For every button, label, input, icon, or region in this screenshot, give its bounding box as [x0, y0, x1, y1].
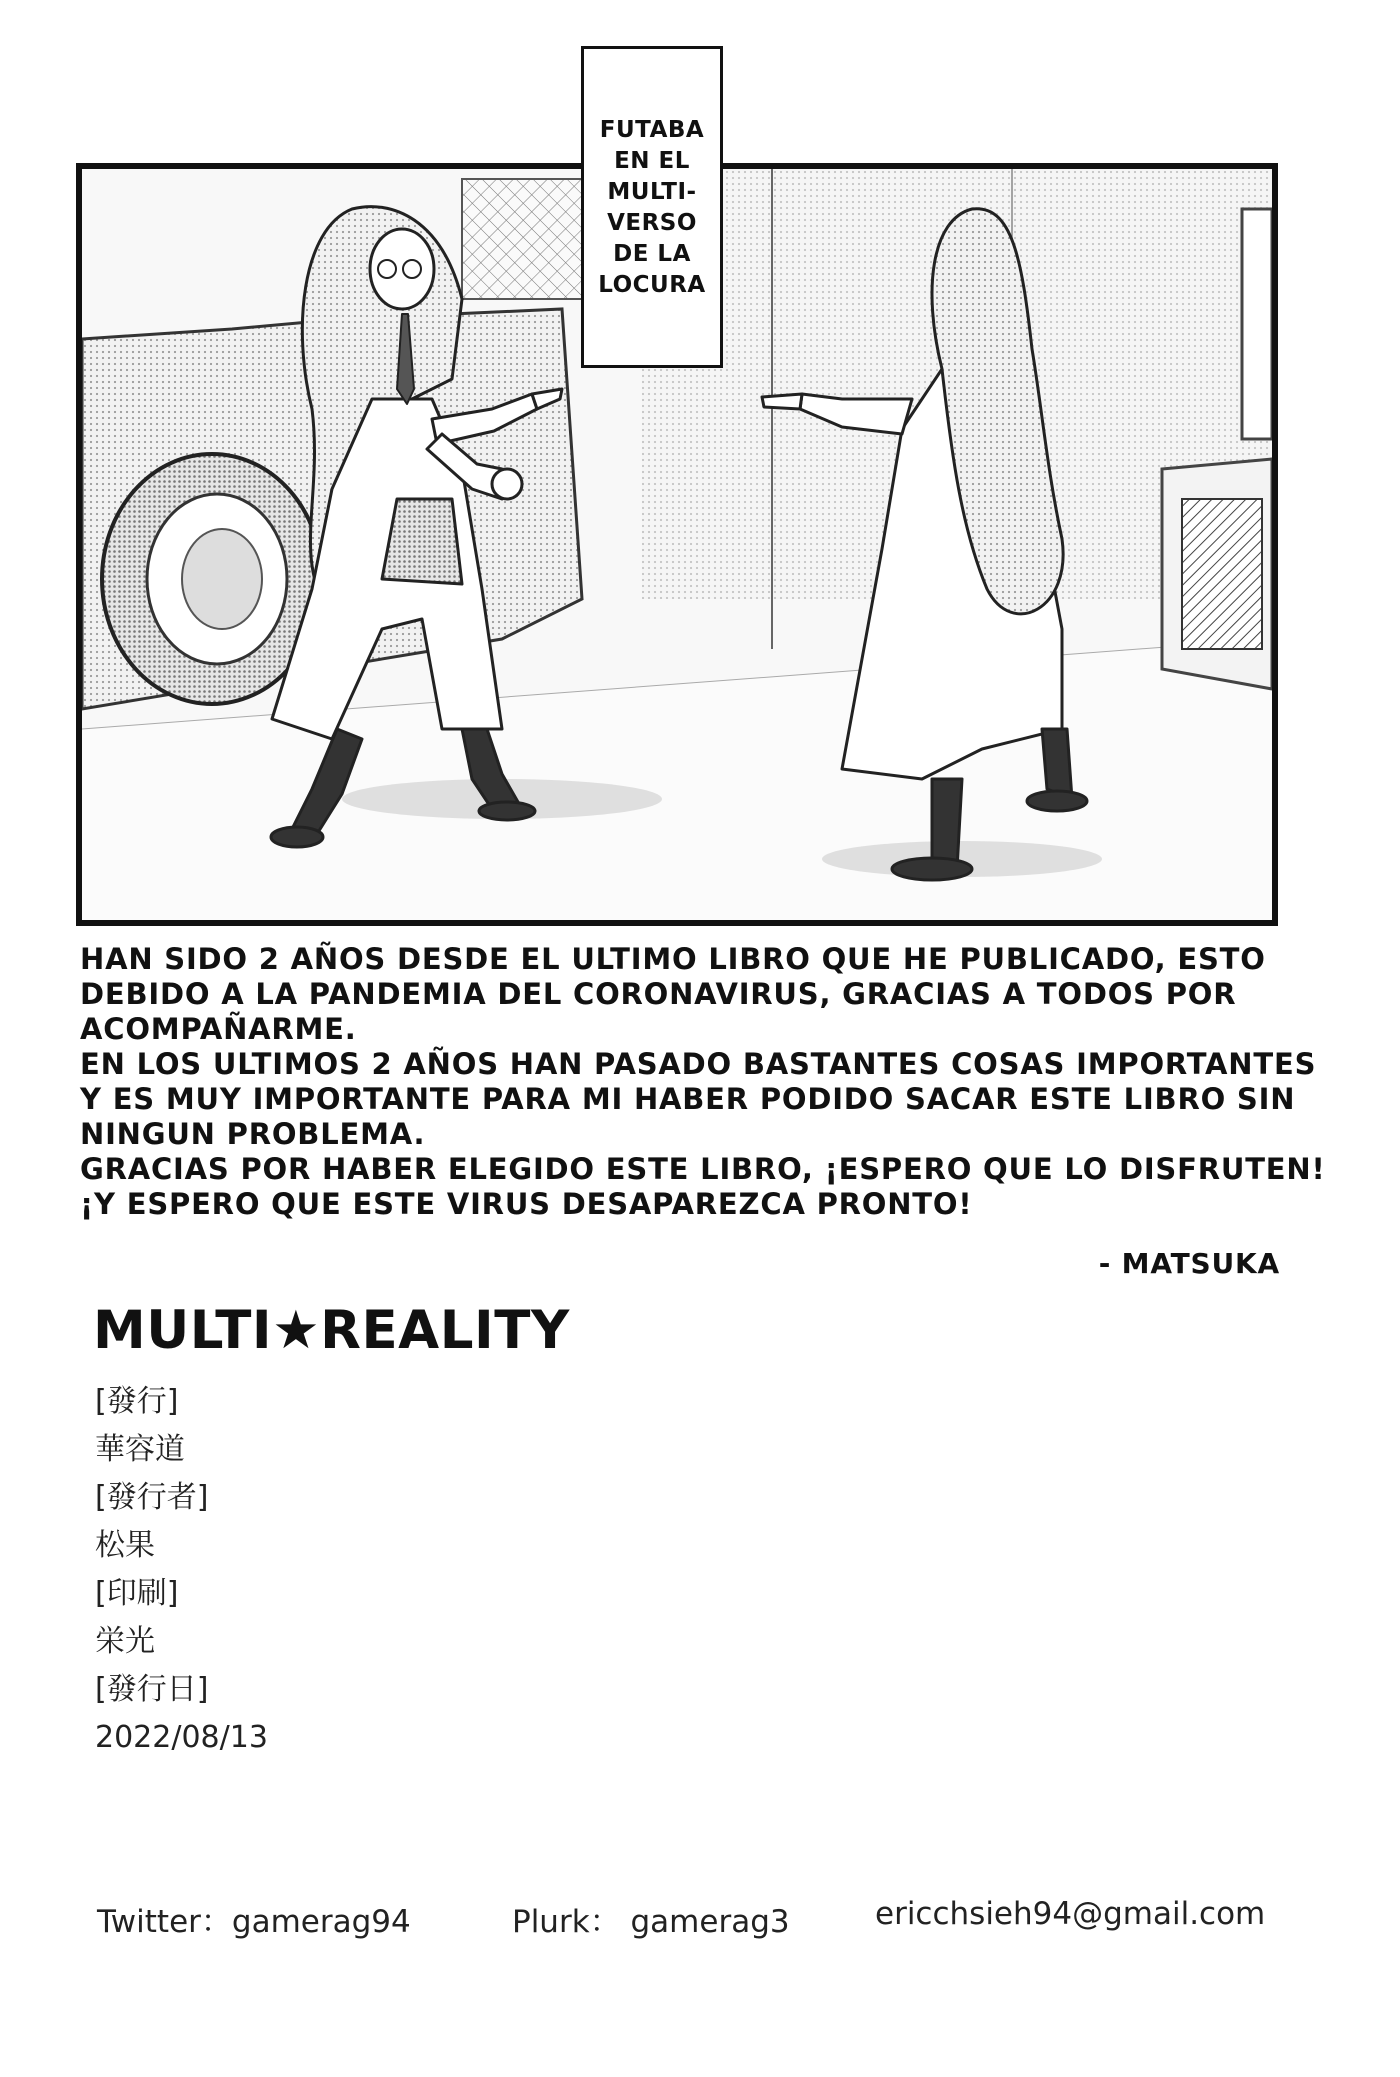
author-signature: - MATSUKA [1098, 1247, 1280, 1280]
publisher-label: [發行] [95, 1384, 179, 1419]
afterword-line: EN LOS ULTIMOS 2 AÑOS HAN PASADO BASTANTES COSAS IMPORTANTES [80, 1047, 1317, 1081]
plurk-handle: Plurk： gamerag3 [512, 1904, 790, 1940]
caption-line: LOCURA [598, 272, 706, 298]
publisher-value: 華容道 [95, 1432, 185, 1467]
caption-line: DE LA [613, 241, 691, 267]
afterword-line: ¡Y ESPERO QUE ESTE VIRUS DESAPAREZCA PRONTO! [80, 1187, 973, 1221]
afterword-line: GRACIAS POR HABER ELEGIDO ESTE LIBRO, ¡ESPERO QUE LO DISFRUTEN! [80, 1152, 1326, 1186]
caption-line: FUTABA [599, 117, 705, 143]
caption-line: EN EL [614, 148, 690, 174]
caption-line: VERSO [607, 210, 697, 236]
book-title: MULTI★REALITY [93, 1300, 570, 1361]
afterword-line: HAN SIDO 2 AÑOS DESDE EL ULTIMO LIBRO QUE HE PUBLICADO, ESTO [80, 942, 1266, 976]
afterword-text [80, 942, 1326, 1222]
afterword-line: NINGUN PROBLEMA. [80, 1117, 426, 1151]
afterword-line: DEBIDO A LA PANDEMIA DEL CORONAVIRUS, GRACIAS A TODOS POR [80, 977, 1237, 1011]
caption-line: MULTI- [607, 179, 697, 205]
issuer-label: [發行者] [95, 1480, 209, 1515]
afterword-line: ACOMPAÑARME. [80, 1012, 357, 1046]
caption-text [598, 115, 705, 301]
printer-value: 栄光 [95, 1624, 155, 1659]
printer-label: [印刷] [95, 1576, 179, 1611]
colophon [95, 1378, 268, 1762]
date-label: [發行日] [95, 1672, 209, 1707]
caption-box [581, 46, 723, 368]
afterword-line: Y ES MUY IMPORTANTE PARA MI HABER PODIDO SACAR ESTE LIBRO SIN [80, 1082, 1296, 1116]
date-value: 2022/08/13 [95, 1720, 268, 1755]
email-address: ericchsieh94@gmail.com [875, 1896, 1266, 1932]
twitter-handle: Twitter：gamerag94 [97, 1904, 411, 1940]
issuer-value: 松果 [95, 1528, 155, 1563]
